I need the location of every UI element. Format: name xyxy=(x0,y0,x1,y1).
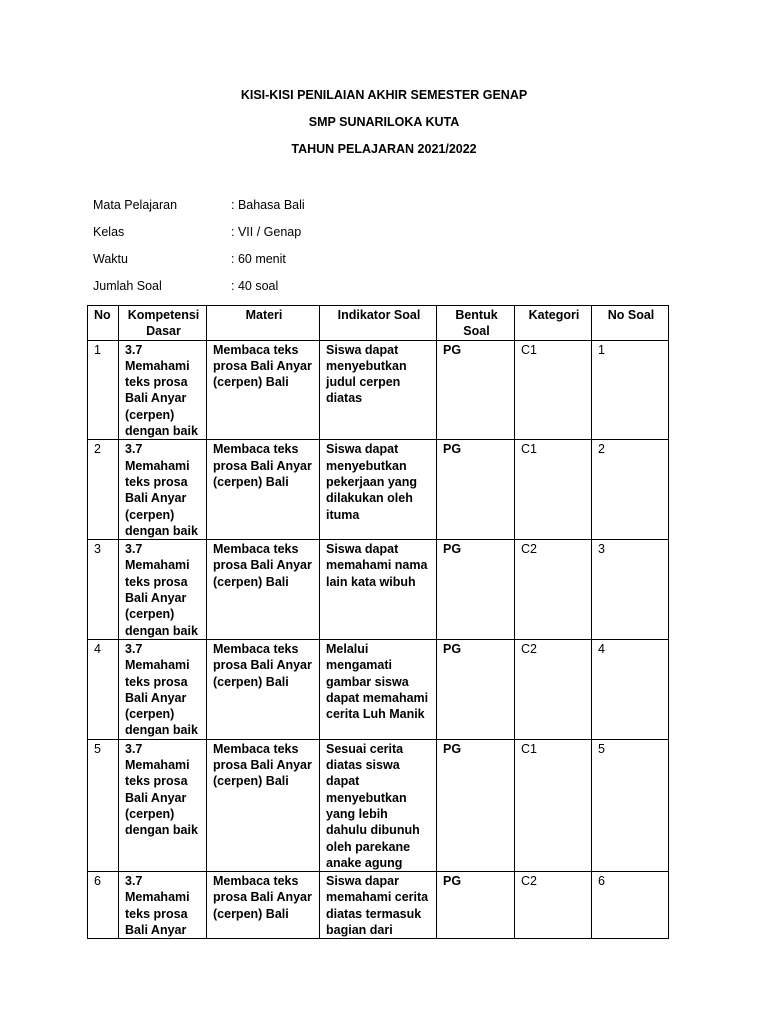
info-row-class xyxy=(93,223,493,250)
cell-nosoal: 4 xyxy=(592,639,669,739)
school-name: SMP SUNARILOKA KUTA xyxy=(308,115,460,129)
cell-indikator: Siswa dapat memahami nama lain kata wibuh xyxy=(320,540,437,640)
cell-materi: Membaca teks prosa Bali Anyar (cerpen) Bali xyxy=(207,340,320,440)
cell-kompetensi: 3.7 Memahami teks prosa Bali Anyar (cerpen) dengan baik xyxy=(119,540,207,640)
cell-bentuk: PG xyxy=(437,340,515,440)
info-label: Waktu xyxy=(93,252,128,266)
cell-kompetensi: 3.7 Memahami teks prosa Bali Anyar (cerpen) dengan baik xyxy=(119,440,207,540)
document-title: KISI-KISI PENILAIAN AKHIR SEMESTER GENAP xyxy=(240,88,528,102)
info-value: : 60 menit xyxy=(231,252,286,266)
question-grid-table xyxy=(87,305,669,939)
info-row-question-count xyxy=(93,277,493,304)
cell-materi: Membaca teks prosa Bali Anyar (cerpen) Bali xyxy=(207,639,320,739)
cell-kategori: C2 xyxy=(515,639,592,739)
column-header-no: No xyxy=(88,306,119,341)
table-header-row xyxy=(88,306,669,341)
info-label: Mata Pelajaran xyxy=(93,198,178,212)
cell-nosoal: 5 xyxy=(592,739,669,871)
column-header-kompetensi: Kompetensi Dasar xyxy=(119,306,207,341)
cell-kompetensi: 3.7 Memahami teks prosa Bali Anyar (cerpen) dengan baik xyxy=(119,639,207,739)
cell-no: 3 xyxy=(88,540,119,640)
cell-nosoal: 3 xyxy=(592,540,669,640)
cell-kompetensi: 3.7 Memahami teks prosa Bali Anyar xyxy=(119,872,207,939)
cell-materi: Membaca teks prosa Bali Anyar (cerpen) Bali xyxy=(207,872,320,939)
cell-kategori: C1 xyxy=(515,440,592,540)
cell-kompetensi: 3.7 Memahami teks prosa Bali Anyar (cerpen) dengan baik xyxy=(119,739,207,871)
cell-kategori: C1 xyxy=(515,340,592,440)
column-header-indikator: Indikator Soal xyxy=(320,306,437,341)
cell-bentuk: PG xyxy=(437,872,515,939)
info-row-time xyxy=(93,250,493,277)
exam-info xyxy=(93,196,493,304)
cell-no: 5 xyxy=(88,739,119,871)
cell-bentuk: PG xyxy=(437,639,515,739)
cell-indikator: Siswa dapar memahami cerita diatas termasuk bagian dari xyxy=(320,872,437,939)
cell-bentuk: PG xyxy=(437,440,515,540)
cell-indikator: Siswa dapat menyebutkan judul cerpen diatas xyxy=(320,340,437,440)
table-row xyxy=(88,639,669,739)
cell-materi: Membaca teks prosa Bali Anyar (cerpen) Bali xyxy=(207,540,320,640)
table-row xyxy=(88,872,669,939)
cell-materi: Membaca teks prosa Bali Anyar (cerpen) Bali xyxy=(207,440,320,540)
info-value: : Bahasa Bali xyxy=(231,198,305,212)
column-header-bentuk: Bentuk Soal xyxy=(437,306,515,341)
cell-materi: Membaca teks prosa Bali Anyar (cerpen) Bali xyxy=(207,739,320,871)
cell-nosoal: 2 xyxy=(592,440,669,540)
cell-no: 4 xyxy=(88,639,119,739)
document-header xyxy=(0,86,768,167)
table-row xyxy=(88,739,669,871)
cell-indikator: Siswa dapat menyebutkan pekerjaan yang dilakukan oleh ituma xyxy=(320,440,437,540)
column-header-materi: Materi xyxy=(207,306,320,341)
cell-no: 1 xyxy=(88,340,119,440)
cell-nosoal: 1 xyxy=(592,340,669,440)
info-value: : VII / Genap xyxy=(231,225,302,239)
cell-bentuk: PG xyxy=(437,739,515,871)
table-row xyxy=(88,440,669,540)
info-label: Jumlah Soal xyxy=(93,279,162,293)
column-header-kategori: Kategori xyxy=(515,306,592,341)
info-row-subject xyxy=(93,196,493,223)
cell-kategori: C2 xyxy=(515,540,592,640)
cell-bentuk: PG xyxy=(437,540,515,640)
cell-kategori: C2 xyxy=(515,872,592,939)
cell-indikator: Sesuai cerita diatas siswa dapat menyebutkan yang lebih dahulu dibunuh oleh parekane anake agung xyxy=(320,739,437,871)
table-row xyxy=(88,340,669,440)
academic-year: TAHUN PELAJARAN 2021/2022 xyxy=(291,142,477,156)
info-value: : 40 soal xyxy=(231,279,279,293)
cell-no: 2 xyxy=(88,440,119,540)
info-label: Kelas xyxy=(93,225,125,239)
cell-kompetensi: 3.7 Memahami teks prosa Bali Anyar (cerpen) dengan baik xyxy=(119,340,207,440)
cell-no: 6 xyxy=(88,872,119,939)
cell-nosoal: 6 xyxy=(592,872,669,939)
table-row xyxy=(88,540,669,640)
cell-kategori: C1 xyxy=(515,739,592,871)
column-header-nosoal: No Soal xyxy=(592,306,669,341)
cell-indikator: Melalui mengamati gambar siswa dapat memahami cerita Luh Manik xyxy=(320,639,437,739)
